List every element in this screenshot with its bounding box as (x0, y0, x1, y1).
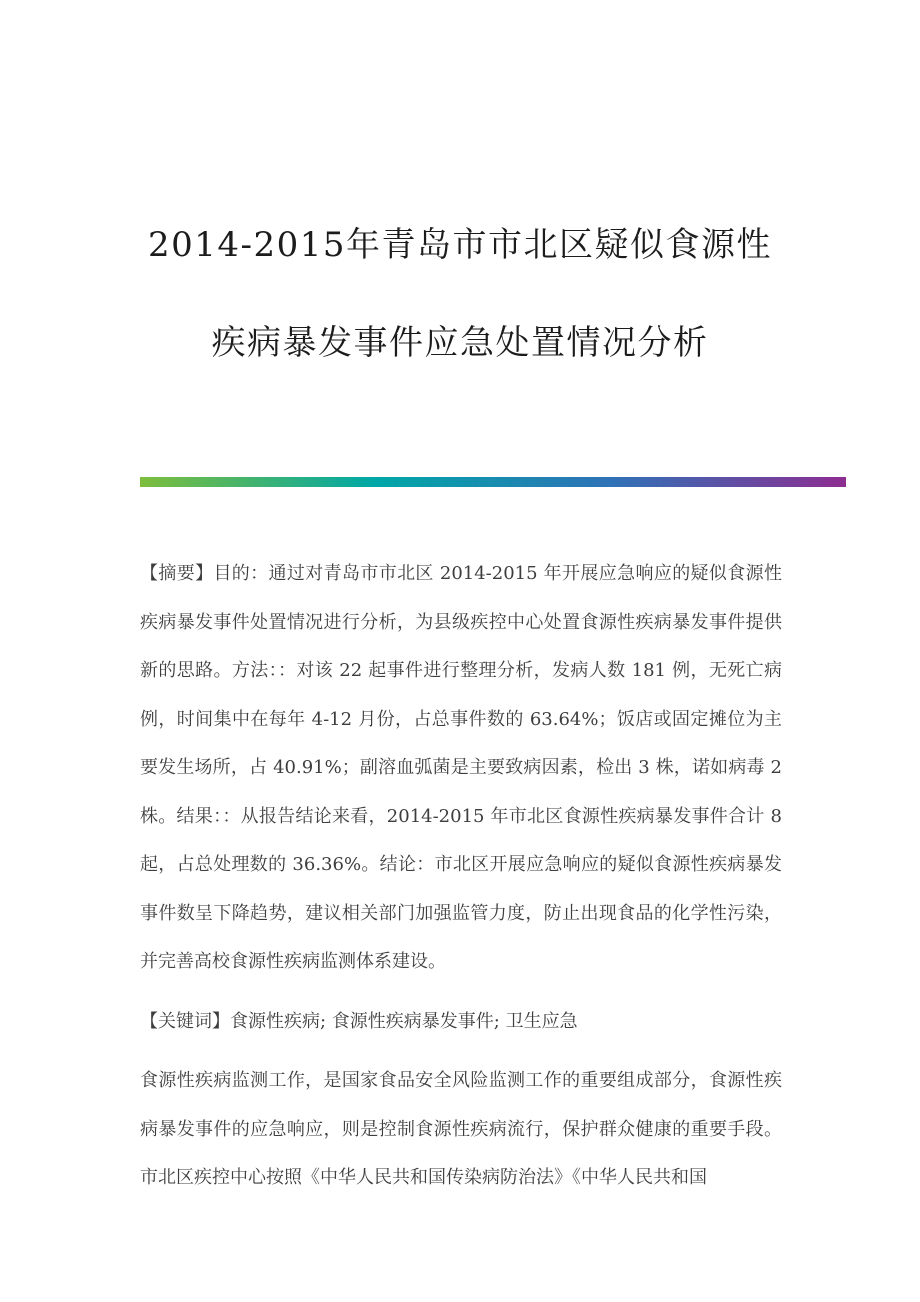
abstract-paragraph: 【摘要】目的：通过对青岛市市北区 2014-2015 年开展应急响应的疑似食源性疾病暴发事件处置情况进行分析，为县级疾控中心处置食源性疾病暴发事件提供新的思路。方法：：对该 22 起事件进行整理分析，发病人数 181 例，无死亡病例，时间集中在每年 4-12 月份，占总事件数的 63.64%；饭店或固定摊位为主要发生场所，占 40.91%；副溶血弧菌是主要致病因素，检出 3 株，诺如病毒 2 株。结果：：从报告结论来看，2014-2015 年市北区食源性疾病暴发事件合计 8 起，占总处理数的 36.36%。结论：市北区开展应急响应的疑似食源性疾病暴发事件数呈下降趋势，建议相关部门加强监管力度，防止出现食品的化学性污染，并完善高校食源性疾病监测体系建设。 (140, 563, 782, 972)
divider-bar (140, 477, 846, 487)
text-column (140, 550, 782, 1203)
keywords-line: 【关键词】食源性疾病; 食源性疾病暴发事件; 卫生应急 (140, 1010, 578, 1032)
page-title (0, 196, 920, 392)
body-paragraph: 食源性疾病监测工作，是国家食品安全风险监测工作的重要组成部分，食源性疾病暴发事件的应急响应，则是控制食源性疾病流行，保护群众健康的重要手段。市北区疾控中心按照《中华人民共和国传染病防治法》《中华人民共和国 (140, 1070, 782, 1188)
page-title-line-2: 疾病暴发事件应急处置情况分析 (211, 323, 709, 363)
page-title-line-1: 2014-2015年青岛市市北区疑似食源性 (147, 225, 773, 265)
